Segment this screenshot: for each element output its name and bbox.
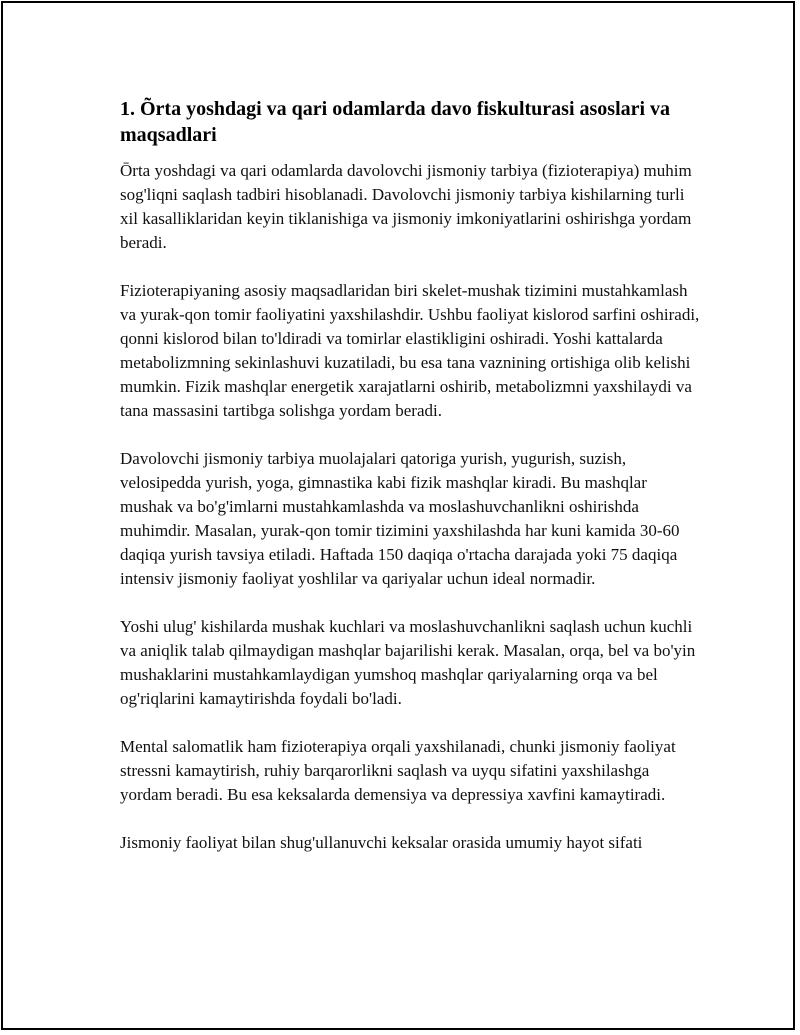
document-body bbox=[120, 96, 700, 879]
section-heading: 1. Õrta yoshdagi va qari odamlarda davo fiskulturasi asoslari va maqsadlari bbox=[120, 98, 671, 146]
paragraph-exercises: Davolovchi jismoniy tarbiya muolajalari qatoriga yurish, yugurish, suzish, velosipedda yurish, yoga, gimnastika kabi fizik mashqlar kiradi. Bu mashqlar mushak va bo'g'imlarni mustahkamlashda va moslashuvchanlikni oshirishda muhimdir. Masalan, yurak-qon tomir tizimini yaxshilashda har kuni kamida 30-60 daqiqa yurish tavsiya etiladi. Haftada 150 daqiqa o'rtacha darajada yoki 75 daqiqa intensiv jismoniy faoliyat yoshlilar va qariyalar uchun ideal normadir. bbox=[120, 449, 680, 588]
paragraph-quality-of-life: Jismoniy faoliyat bilan shug'ullanuvchi keksalar orasida umumiy hayot sifati bbox=[120, 833, 643, 852]
paragraph-goals: Fizioterapiyaning asosiy maqsadlaridan biri skelet-mushak tizimini mustahkamlash va yurak-qon tomir faoliyatini yaxshilashdir. Ushbu faoliyat kislorod sarfini oshiradi, qonni kislorod bilan to'ldiradi va tomirlar elastikligini oshiradi. Yoshi kattalarda metabolizmning sekinlashuvi kuzatiladi, bu esa tana vaznining ortishiga olib kelishi mumkin. Fizik mashqlar energetik xarajatlarni oshirib, metabolizmni yaxshilaydi va tana massasini tartibga solishga yordam beradi. bbox=[120, 281, 700, 420]
paragraph-mental-health: Mental salomatlik ham fizioterapiya orqali yaxshilanadi, chunki jismoniy faoliyat stressni kamaytirish, ruhiy barqarorlikni saqlash va uyqu sifatini yaxshilashga yordam beradi. Bu esa keksalarda demensiya va depressiya xavfini kamaytiradi. bbox=[120, 737, 676, 804]
paragraph-intro: Ōrta yoshdagi va qari odamlarda davolovchi jismoniy tarbiya (fizioterapiya) muhim sog'liqni saqlash tadbiri hisoblanadi. Davolovchi jismoniy tarbiya kishilarning turli xil kasalliklaridan keyin tiklanishiga va jismoniy imkoniyatlarini oshirishga yordam beradi. bbox=[120, 161, 692, 252]
paragraph-elderly: Yoshi ulug' kishilarda mushak kuchlari va moslashuvchanlikni saqlash uchun kuchli va aniqlik talab qilmaydigan mashqlar bajarilishi kerak. Masalan, orqa, bel va bo'yin mushaklarini mustahkamlaydigan yumshoq mashqlar qariyalarning orqa va bel og'riqlarini kamaytirishda foydali bo'ladi. bbox=[120, 617, 696, 708]
page-frame bbox=[1, 1, 795, 1030]
